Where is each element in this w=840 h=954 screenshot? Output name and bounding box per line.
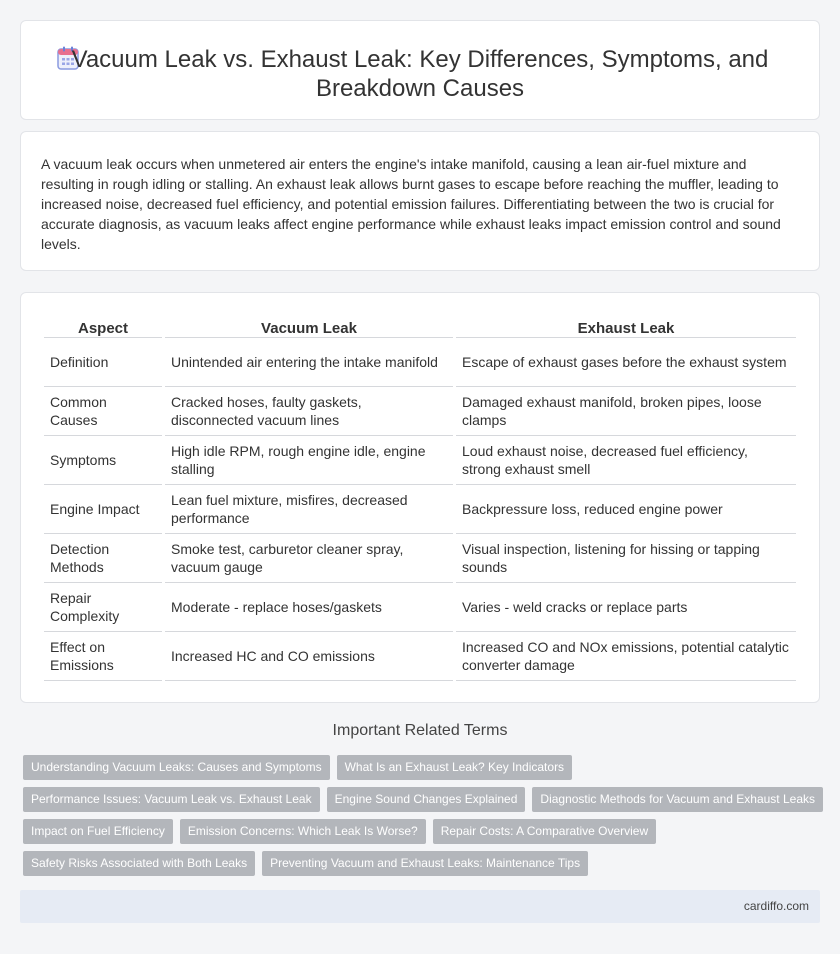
table-cell: Visual inspection, listening for hissing or tapping sounds — [456, 534, 796, 583]
table-cell: Loud exhaust noise, decreased fuel efficiency, strong exhaust smell — [456, 436, 796, 485]
table-cell: Varies - weld cracks or replace parts — [456, 583, 796, 632]
related-tags-row — [23, 787, 823, 812]
related-tag[interactable]: Impact on Fuel Efficiency — [23, 819, 173, 844]
table-cell: Smoke test, carburetor cleaner spray, vacuum gauge — [165, 534, 453, 583]
related-tag[interactable]: Emission Concerns: Which Leak Is Worse? — [180, 819, 426, 844]
header-aspect: Aspect — [44, 313, 162, 338]
table-cell: Moderate - replace hoses/gaskets — [165, 583, 453, 632]
table-cell: Escape of exhaust gases before the exhaust system — [456, 338, 796, 387]
table-row — [44, 387, 796, 436]
related-tag[interactable]: What Is an Exhaust Leak? Key Indicators — [337, 755, 572, 780]
table-row — [44, 338, 796, 387]
table-row — [44, 534, 796, 583]
header-vacuum-leak: Vacuum Leak — [165, 313, 453, 338]
table-cell: Detection Methods — [44, 534, 162, 583]
related-tags-row — [23, 755, 572, 780]
page-title: Vacuum Leak vs. Exhaust Leak: Key Differences, Symptoms, and Breakdown Causes — [71, 46, 769, 102]
table-cell: Common Causes — [44, 387, 162, 436]
table-cell: Increased HC and CO emissions — [165, 632, 453, 681]
table-cell: High idle RPM, rough engine idle, engine stalling — [165, 436, 453, 485]
related-tags-row — [23, 819, 656, 844]
table-row — [44, 436, 796, 485]
related-tag[interactable]: Engine Sound Changes Explained — [327, 787, 526, 812]
table-row — [44, 632, 796, 681]
footer-site-link[interactable]: cardiffo.com — [743, 899, 809, 913]
table-cell: Repair Complexity — [44, 583, 162, 632]
related-tag[interactable]: Safety Risks Associated with Both Leaks — [23, 851, 255, 876]
related-terms-heading: Important Related Terms — [332, 722, 508, 739]
intro-paragraph: A vacuum leak occurs when unmetered air enters the engine's intake manifold, causing a lean air-fuel mixture and resulting in rough idling or stalling. An exhaust leak allows burnt gases to escape before reaching the muffler, leading to increased noise, decreased fuel efficiency, and potential emission failures. Differentiating between the two is crucial for accurate diagnosis, as vacuum leaks affect engine performance while exhaust leaks impact emission control and sound levels. — [41, 156, 781, 252]
title-card — [20, 20, 820, 120]
table-row — [44, 583, 796, 632]
table-cell: Increased CO and NOx emissions, potential catalytic converter damage — [456, 632, 796, 681]
table-cell: Cracked hoses, faulty gaskets, disconnected vacuum lines — [165, 387, 453, 436]
related-tag[interactable]: Performance Issues: Vacuum Leak vs. Exhaust Leak — [23, 787, 320, 812]
related-tag[interactable]: Repair Costs: A Comparative Overview — [433, 819, 656, 844]
table-cell: Backpressure loss, reduced engine power — [456, 485, 796, 534]
comparison-table — [41, 313, 799, 681]
table-cell: Symptoms — [44, 436, 162, 485]
related-tag[interactable]: Preventing Vacuum and Exhaust Leaks: Maintenance Tips — [262, 851, 588, 876]
footer — [20, 890, 820, 923]
intro-card — [20, 131, 820, 271]
table-cell: Damaged exhaust manifold, broken pipes, loose clamps — [456, 387, 796, 436]
table-cell: Engine Impact — [44, 485, 162, 534]
table-header-row — [44, 313, 796, 338]
table-row — [44, 485, 796, 534]
table-cell: Effect on Emissions — [44, 632, 162, 681]
related-tag[interactable]: Understanding Vacuum Leaks: Causes and Symptoms — [23, 755, 330, 780]
header-exhaust-leak: Exhaust Leak — [456, 313, 796, 338]
table-cell: Unintended air entering the intake manifold — [165, 338, 453, 387]
comparison-card — [20, 292, 820, 703]
table-cell: Lean fuel mixture, misfires, decreased performance — [165, 485, 453, 534]
related-tag[interactable]: Diagnostic Methods for Vacuum and Exhaust Leaks — [532, 787, 823, 812]
related-tags-row — [23, 851, 588, 876]
table-cell: Definition — [44, 338, 162, 387]
